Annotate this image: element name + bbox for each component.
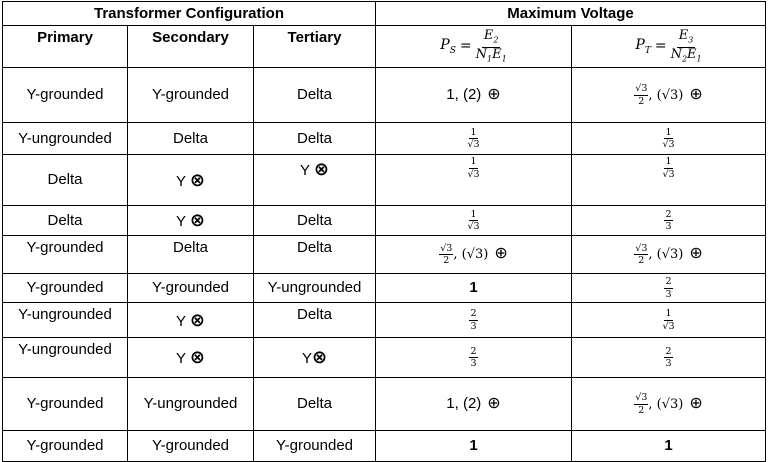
- cell-secondary: Y-grounded: [128, 431, 254, 462]
- cell-secondary: Delta: [128, 236, 254, 274]
- otimes-icon: ⊗: [189, 210, 205, 231]
- header-ps-formula: $P_S$ = $\frac{E_2}{N_1E_1}$: [376, 26, 572, 68]
- table-row: [3, 206, 766, 236]
- cell-primary: Y-ungrounded: [3, 123, 128, 155]
- table-row: [3, 274, 766, 303]
- oplus-icon: ⊕: [689, 394, 703, 412]
- otimes-icon: ⊗: [313, 159, 329, 179]
- cell-pt: $\frac{√3}{2}$ , (√3) ⊕: [572, 378, 766, 431]
- cell-ps: 1, (2) ⊕: [376, 68, 572, 123]
- cell-ps: $\frac{1}{√3}$: [376, 155, 572, 206]
- cell-tertiary: Y-grounded: [254, 431, 376, 462]
- otimes-icon: ⊗: [189, 169, 205, 190]
- cell-pt: $\frac{√3}{2}$ , (√3) ⊕: [572, 68, 766, 123]
- transformer-voltage-table: [2, 1, 766, 462]
- cell-pt: $\frac{1}{√3}$: [572, 303, 766, 338]
- header-pt-formula: $P_T$ = $\frac{E_3}{N_2E_1}$: [572, 26, 766, 68]
- otimes-icon: ⊗: [189, 347, 205, 368]
- cell-pt: $\frac{√3}{2}$ , (√3) ⊕: [572, 236, 766, 274]
- cell-ps: 1: [376, 274, 572, 303]
- cell-primary: Y-ungrounded: [3, 303, 128, 338]
- table-row: [3, 236, 766, 274]
- cell-tertiary: Delta: [254, 68, 376, 123]
- table-row: [3, 338, 766, 378]
- cell-ps: $\frac{1}{√3}$: [376, 206, 572, 236]
- cell-tertiary: Y ⊗: [254, 155, 376, 206]
- cell-secondary: Y ⊗: [128, 303, 254, 338]
- cell-ps: $\frac{2}{3}$: [376, 338, 572, 378]
- cell-primary: Y-grounded: [3, 431, 128, 462]
- header-primary: Primary: [3, 26, 128, 68]
- table-row: [3, 155, 766, 206]
- cell-secondary: Y-grounded: [128, 68, 254, 123]
- cell-primary: Y-grounded: [3, 68, 128, 123]
- cell-tertiary: Delta: [254, 378, 376, 431]
- table-row: [3, 303, 766, 338]
- cell-ps: $\frac{1}{√3}$: [376, 123, 572, 155]
- cell-pt: 1: [572, 431, 766, 462]
- cell-secondary: Y ⊗: [128, 206, 254, 236]
- cell-ps: $\frac{√3}{2}$ , (√3) ⊕: [376, 236, 572, 274]
- cell-primary: Y-grounded: [3, 378, 128, 431]
- cell-primary: Y-grounded: [3, 236, 128, 274]
- oplus-icon: ⊕: [487, 85, 501, 103]
- cell-tertiary: Y⊗: [254, 338, 376, 378]
- header-secondary: Secondary: [128, 26, 254, 68]
- cell-tertiary: Delta: [254, 236, 376, 274]
- cell-tertiary: Y-ungrounded: [254, 274, 376, 303]
- cell-primary: Delta: [3, 206, 128, 236]
- cell-pt: $\frac{1}{√3}$: [572, 155, 766, 206]
- cell-tertiary: Delta: [254, 206, 376, 236]
- oplus-icon: ⊕: [689, 245, 703, 263]
- cell-tertiary: Delta: [254, 303, 376, 338]
- cell-pt: $\frac{2}{3}$: [572, 206, 766, 236]
- table-row: [3, 123, 766, 155]
- cell-secondary: Y-grounded: [128, 274, 254, 303]
- cell-pt: $\frac{2}{3}$: [572, 274, 766, 303]
- cell-secondary: Y ⊗: [128, 155, 254, 206]
- table-row: [3, 378, 766, 431]
- header-transformer-configuration: Transformer Configuration: [3, 2, 376, 26]
- oplus-icon: ⊕: [494, 245, 508, 263]
- cell-pt: $\frac{1}{√3}$: [572, 123, 766, 155]
- oplus-icon: ⊕: [487, 394, 501, 412]
- cell-pt: $\frac{2}{3}$: [572, 338, 766, 378]
- cell-secondary: Y-ungrounded: [128, 378, 254, 431]
- otimes-icon: ⊗: [189, 309, 205, 330]
- table-row: [3, 431, 766, 462]
- cell-primary: Delta: [3, 155, 128, 206]
- cell-ps: $\frac{2}{3}$: [376, 303, 572, 338]
- cell-secondary: Y ⊗: [128, 338, 254, 378]
- cell-ps: 1: [376, 431, 572, 462]
- cell-secondary: Delta: [128, 123, 254, 155]
- cell-primary: Y-ungrounded: [3, 338, 128, 378]
- cell-ps: 1, (2) ⊕: [376, 378, 572, 431]
- oplus-icon: ⊕: [689, 85, 703, 103]
- header-maximum-voltage: Maximum Voltage: [376, 2, 766, 26]
- header-tertiary: Tertiary: [254, 26, 376, 68]
- otimes-icon: ⊗: [311, 347, 328, 368]
- cell-primary: Y-grounded: [3, 274, 128, 303]
- cell-tertiary: Delta: [254, 123, 376, 155]
- table-row: [3, 68, 766, 123]
